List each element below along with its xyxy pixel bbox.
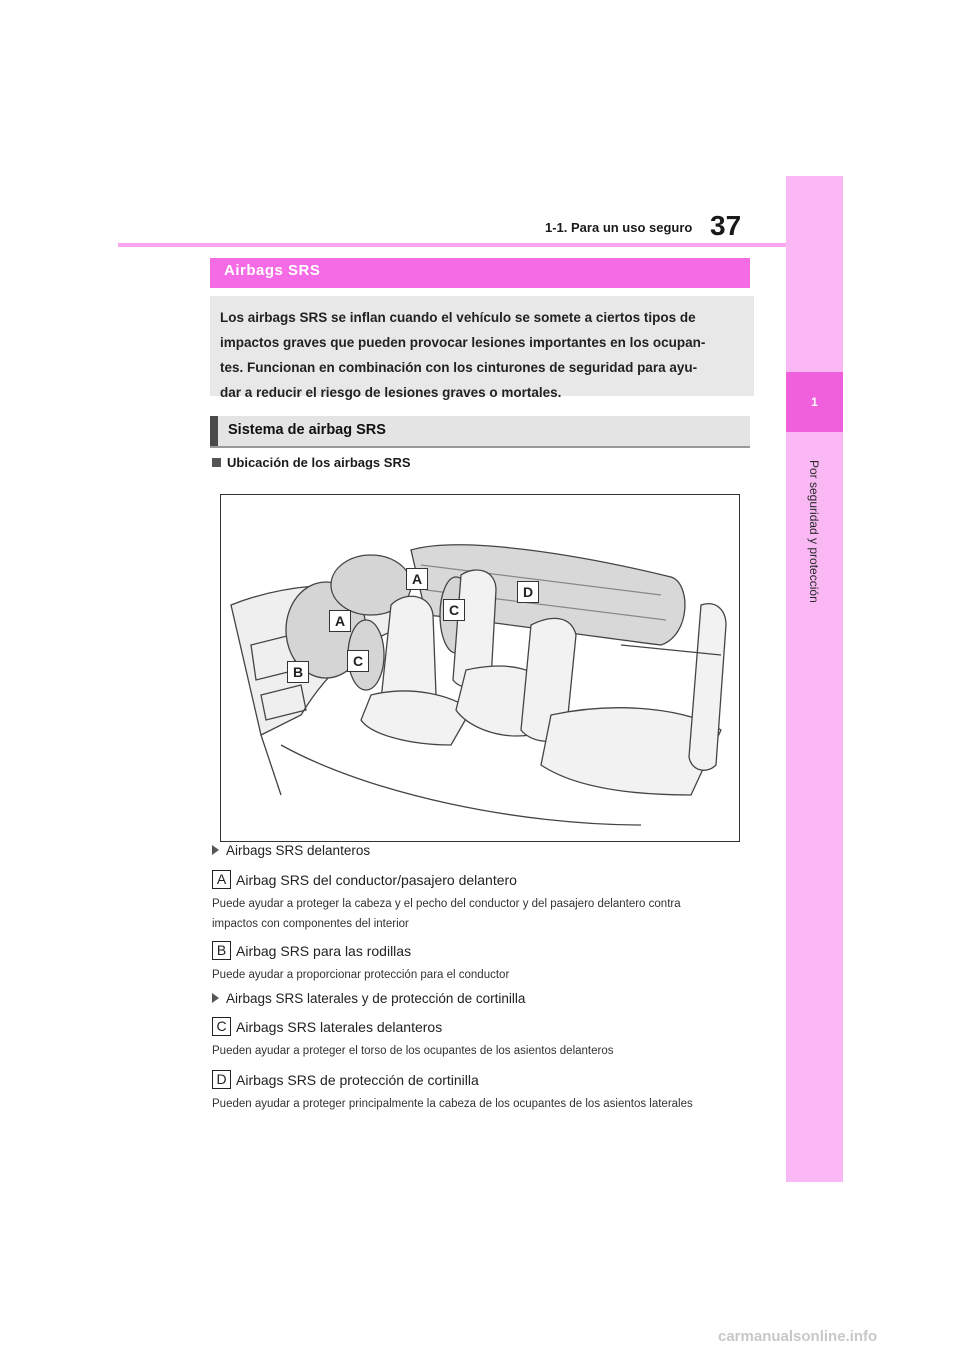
side-airbags-group [212,991,525,1006]
square-bullet-icon [212,458,221,467]
intro-box [210,296,754,400]
label-box-d: D [212,1070,231,1089]
airbag-location-illustration [220,494,740,842]
figure-label-c: C [347,650,369,672]
item-b-description: Puede ayudar a proporcionar protección para el conductor [212,969,510,981]
label-box-c: C [212,1017,231,1036]
section-heading-rule [210,446,750,448]
item-a [212,870,517,889]
section-reference: 1-1. Para un uso seguro [545,220,693,235]
item-title: Airbags SRS laterales delanteros [236,1018,443,1035]
group-text: Airbags SRS laterales y de protección de cortinilla [226,991,526,1006]
item-a-description [212,894,752,934]
description-line: Puede ayudar a proteger la cabeza y el pecho del conductor y del pasajero delantero contra [212,898,681,910]
group-text: Airbags SRS delanteros [226,843,371,858]
triangle-bullet-icon [212,993,219,1003]
item-title: Airbag SRS del conductor/pasajero delantero [236,871,517,888]
front-airbags-group [212,843,370,858]
triangle-bullet-icon [212,845,219,855]
label-box-b: B [212,941,231,960]
header-rule [118,243,786,247]
item-title: Airbags SRS de protección de cortinilla [236,1071,479,1088]
page-title: Airbags SRS [210,258,750,288]
page-number: 37 [710,210,742,241]
label-box-a: A [212,870,231,889]
figure-label-a: A [406,568,428,590]
item-d [212,1070,479,1089]
chapter-number: 1 [786,372,843,432]
item-c [212,1017,442,1036]
watermark: carmanualsonline.info [718,1328,878,1345]
figure-label-a: A [329,610,351,632]
figure-label-b: B [287,661,309,683]
item-b [212,941,411,960]
item-title: Airbag SRS para las rodillas [236,942,412,959]
intro-line: Los airbags SRS se inflan cuando el vehículo se somete a ciertos tipos de [220,310,696,325]
figure-label-c: C [443,599,465,621]
item-c-description: Pueden ayudar a proteger el torso de los ocupantes de los asientos delanteros [212,1045,614,1057]
intro-line: tes. Funcionan en combinación con los cinturones de seguridad para ayu- [220,360,698,375]
chapter-label: Por seguridad y protección [807,459,821,603]
subheading-text: Ubicación de los airbags SRS [227,455,411,470]
figure-label-d: D [517,581,539,603]
description-line: impactos con componentes del interior [212,918,409,930]
chapter-side-tab [786,176,843,1182]
intro-line: dar a reducir el riesgo de lesiones graves o mortales. [220,385,562,400]
subheading [212,455,411,470]
intro-line: impactos graves que pueden provocar lesiones importantes en los ocupan- [220,335,706,350]
item-d-description: Pueden ayudar a proteger principalmente la cabeza de los ocupantes de los asientos laterales [212,1098,693,1110]
section-heading: Sistema de airbag SRS [210,416,750,446]
